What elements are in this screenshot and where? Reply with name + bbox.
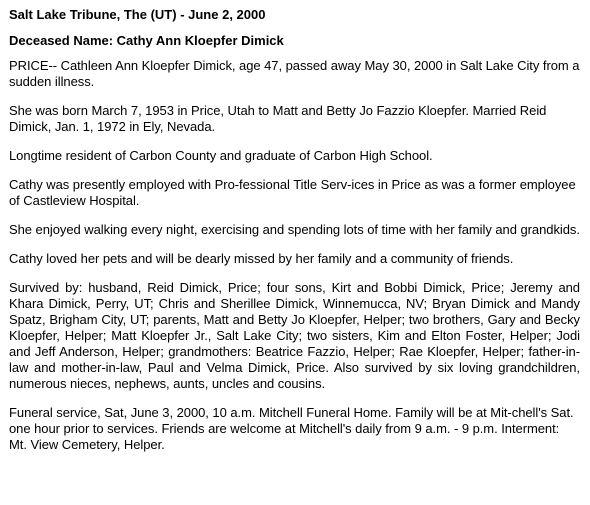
- paragraph-birth-marriage: She was born March 7, 1953 in Price, Utah to Matt and Betty Jo Fazzio Kloepfer. Married Reid Dimick, Jan. 1, 1972 in Ely, Nevada.: [9, 103, 547, 134]
- paragraph-hobbies: She enjoyed walking every night, exercising and spending lots of time with her family and grandkids.: [9, 222, 580, 237]
- paragraph-death-notice: PRICE-- Cathleen Ann Kloepfer Dimick, age 47, passed away May 30, 2000 in Salt Lake City from a sudden illness.: [9, 58, 580, 89]
- paragraph-employment: Cathy was presently employed with Pro-fessional Title Serv-ices in Price as was a former employee of Castleview Hospital.: [9, 177, 576, 208]
- paragraph-funeral-service: Funeral service, Sat, June 3, 2000, 10 a.m. Mitchell Funeral Home. Family will be at Mit-chell's Sat. one hour prior to services. Friends are welcome at Mitchell's daily from 9 a.m. - 9 p.m. Interment: Mt. View Cemetery, Helper.: [9, 405, 574, 452]
- paragraph-survivors: Survived by: husband, Reid Dimick, Price; four sons, Kirt and Bobbi Dimick, Price; Jeremy and Khara Dimick, Perry, UT; Chris and Sherillee Dimick, Winnemucca, NV; Bryan Dimick and Mandy Spatz, Brigham City, UT; parents, Matt and Betty Jo Kloepfer, Helper; two brothers, Gary and Becky Kloepfer, Helper; Matt Kloepfer Jr., Salt Lake City; two sisters, Kim and Elton Foster, Helper; Jodi and Jeff Anderson, Helper; grandmothers: Beatrice Fazzio, Helper; Rae Kloepfer, Helper; father-in-law and mother-in-law, Paul and Velma Dimick, Price. Also survived by six loving grandchildren, numerous nieces, nephews, aunts, uncles and cousins.: [9, 280, 580, 391]
- paragraph-pets: Cathy loved her pets and will be dearly missed by her family and a community of friends.: [9, 251, 514, 266]
- deceased-name-heading: Deceased Name: Cathy Ann Kloepfer Dimick: [9, 33, 284, 48]
- paragraph-residence: Longtime resident of Carbon County and graduate of Carbon High School.: [9, 148, 433, 163]
- source-heading: Salt Lake Tribune, The (UT) - June 2, 2000: [9, 7, 266, 22]
